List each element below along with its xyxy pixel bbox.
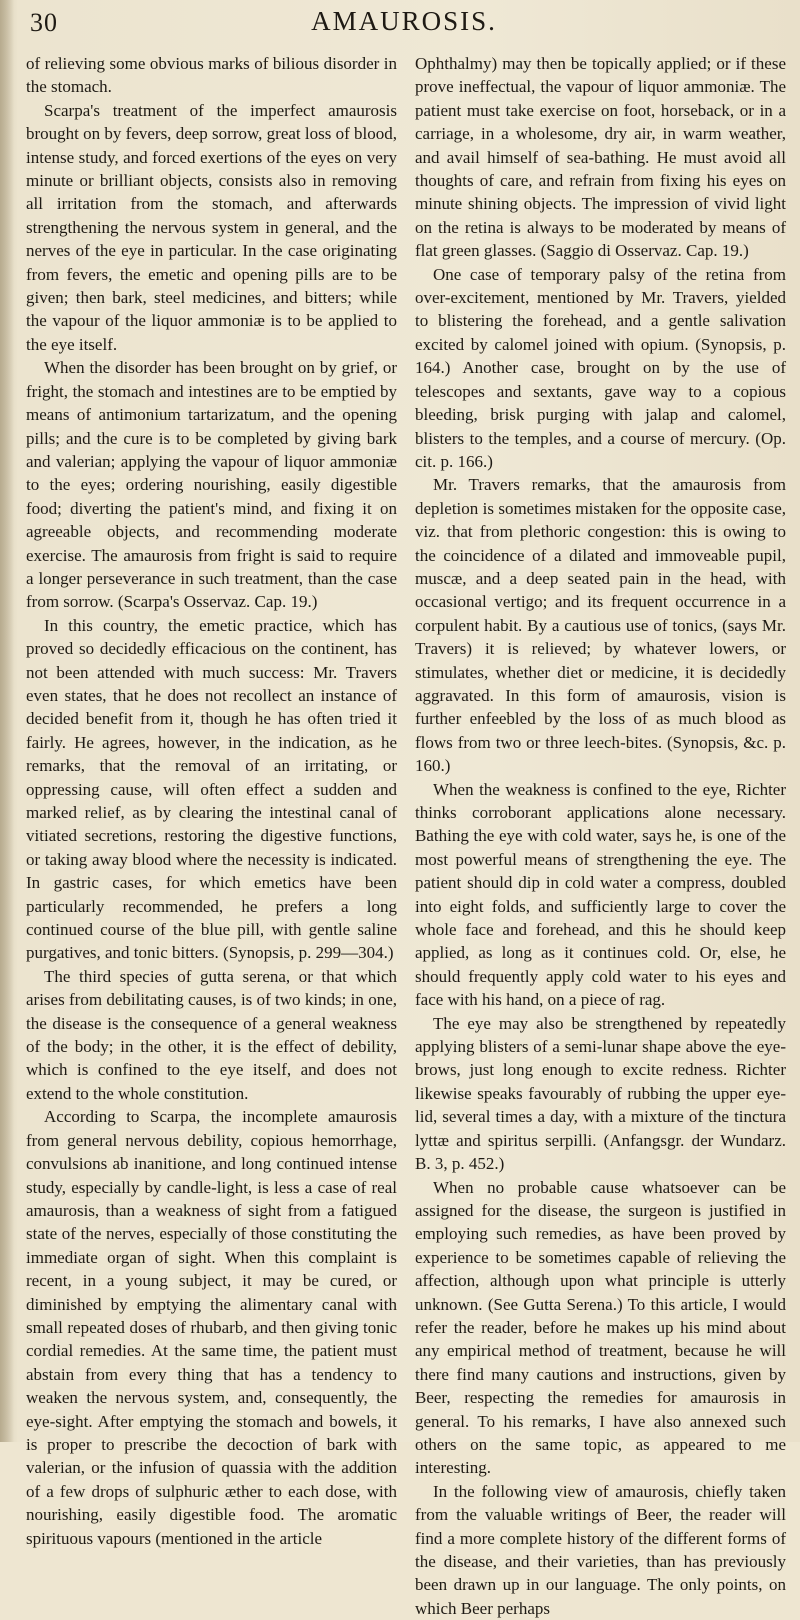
paragraph: Ophthalmy) may then be topically applied; or if these prove ineffectual, the vapour of liquor ammoniæ. The patient must take exercise on foot, horseback, or in a carriage, in a wholesome, dry air, in warm weather, and avail himself of sea-bathing. He must avoid all thoughts of care, and refrain from fixing his eyes on minute shining objects. The impression of vivid light on the retina is always to be moderated by means of flat green glasses. (Saggio di Osservaz. Cap. 19.) [415,54,786,261]
running-title: AMAUROSIS. [311,6,497,36]
paragraph: The third species of gutta serena, or that which arises from debilitating causes, is of two kinds; in one, the disease is the consequence of a general weakness of the body; in the other, it is the effect of debility, which is confined to the eye itself, and does not extend to the whole constitution. [26,966,397,1103]
paragraph: According to Scarpa, the incomplete amaurosis from general nervous debility, copious hemorrhage, convulsions ab inanitione, and long continued intense study, especially by candle-light, is less a case of real amaurosis, than a weakness of sight from a fatigued state of the nerves, especially of those constituting the immediate organ of sight. When this complaint is recent, in a young subject, it may be cured, or diminished by emptying the alimentary canal with small repeated doses of rhubarb, and then giving tonic cordial remedies. At the same time, the patient must abstain from every thing that has a tendency to weaken the nervous system, and, consequently, the eye-sight. After emptying the stomach and bowels, it is proper to prescribe the decoction of bark with valerian, or the infusion of quassia with the addition of a few drops of sulphuric æther to each dose, with nourishing, easily digestible food. The aromatic spirituous vapours (mentioned in the article [26,1107,397,1548]
paragraph: One case of temporary palsy of the retina from over-excitement, mentioned by Mr. Travers, yielded to blistering the forehead, and a gentle salivation excited by calomel joined with opium. (Synopsis, p. 164.) Another case, brought on by the use of telescopes and sextants, gave way to a copious bleeding, brisk purging with jalap and calomel, blisters to the temples, and a course of mercury. (Op. cit. p. 166.) [415,264,786,471]
paragraph: When no probable cause whatsoever can be assigned for the disease, the surgeon is justified in employing such remedies, as have been proved by experience to be sometimes capable of relieving the affection, although upon what principle is utterly unknown. (See Gutta Serena.) To this article, I would refer the reader, before he makes up his mind about any empirical method of treatment, because he will there find many cautions and instructions, given by Beer, respecting the remedies for amaurosis in general. To his remarks, I have also annexed such others on the same topic, as appeared to me interesting. [415,1177,786,1478]
page-number: 30 [30,8,58,37]
left-column [26,52,397,1548]
paragraph: In the following view of amaurosis, chiefly taken from the valuable writings of Beer, the reader will find a more complete history of the different forms of the disease, and their varieties, than has previously been drawn up in our language. The only points, on which Beer perhaps [415,1481,786,1618]
paragraph: Mr. Travers remarks, that the amaurosis from depletion is sometimes mistaken for the opposite case, viz. that from plethoric congestion: this is owing to the coincidence of a dilated and immoveable pupil, muscæ, and a deep seated pain in the head, with occasional vertigo; and its frequent occurrence in a corpulent habit. By a cautious use of tonics, (says Mr. Travers) it is relieved; by whatever lowers, or stimulates, whether diet or medicine, it is decidedly aggravated. In this form of amaurosis, vision is further enfeebled by the loss of as much blood as flows from two or three leech-bites. (Synopsis, &c. p. 160.) [415,475,786,776]
binding-shadow [0,0,14,1442]
paragraph: Scarpa's treatment of the imperfect amaurosis brought on by fevers, deep sorrow, great loss of blood, intense study, and forced exertions of the eyes on very minute or brilliant objects, consists also in removing all irritation from the stomach, and afterwards strengthening the nervous system in general, and the nerves of the eye in particular. In the case originating from fevers, the emetic and opening pills are to be given; then bark, steel medicines, and bitters; while the vapour of the liquor ammoniæ is to be applied to the eye itself. [26,100,397,354]
paragraph: of relieving some obvious marks of bilious disorder in the stomach. [26,54,397,97]
text-columns [26,52,786,1618]
running-head [28,6,780,46]
paragraph: When the disorder has been brought on by grief, or fright, the stomach and intestines are to be emptied by means of antimonium tartarizatum, and the opening pills; and the cure is to be completed by giving bark and valerian; applying the vapour of liquor ammoniæ to the eyes; ordering nourishing, easily digestible food; diverting the patient's mind, and fixing it on agreeable objects, and recommending moderate exercise. The amaurosis from fright is said to require a longer perseverance in such treatment, than the case from sorrow. (Scarpa's Osservaz. Cap. 19.) [26,358,397,612]
paragraph: In this country, the emetic practice, which has proved so decidedly efficacious on the continent, has not been attended with much success: Mr. Travers even states, that he does not recollect an instance of decided benefit from it, though he has often tried it fairly. He agrees, however, in the indication, as he remarks, that the removal of an irritating, or oppressing cause, will often effect a sudden and marked relief, as by clearing the intestinal canal of vitiated secretions, restoring the digestive functions, or taking away blood where the necessity is indicated. In gastric cases, for which emetics have been particularly recommended, he prefers a long continued course of the blue pill, with gentle saline purgatives, and tonic bitters. (Synopsis, p. 299—304.) [26,615,397,963]
paragraph: When the weakness is confined to the eye, Richter thinks corroborant applications alone necessary. Bathing the eye with cold water, says he, is one of the most powerful means of strengthening the eye. The patient should dip in cold water a compress, doubled into eight folds, and sufficiently large to cover the whole face and forehead, and this he should keep applied, as long as it continues cold. Or, else, he should frequently apply cold water to his eyes and face with his hand, on a piece of rag. [415,779,786,1010]
right-column [415,52,786,1618]
paragraph: The eye may also be strengthened by repeatedly applying blisters of a semi-lunar shape above the eye-brows, just long enough to excite redness. Richter likewise speaks favourably of rubbing the upper eye-lid, several times a day, with a mixture of the tinctura lyttæ and spiritus serpilli. (Anfangsgr. der Wundarz. B. 3, p. 452.) [415,1013,786,1174]
